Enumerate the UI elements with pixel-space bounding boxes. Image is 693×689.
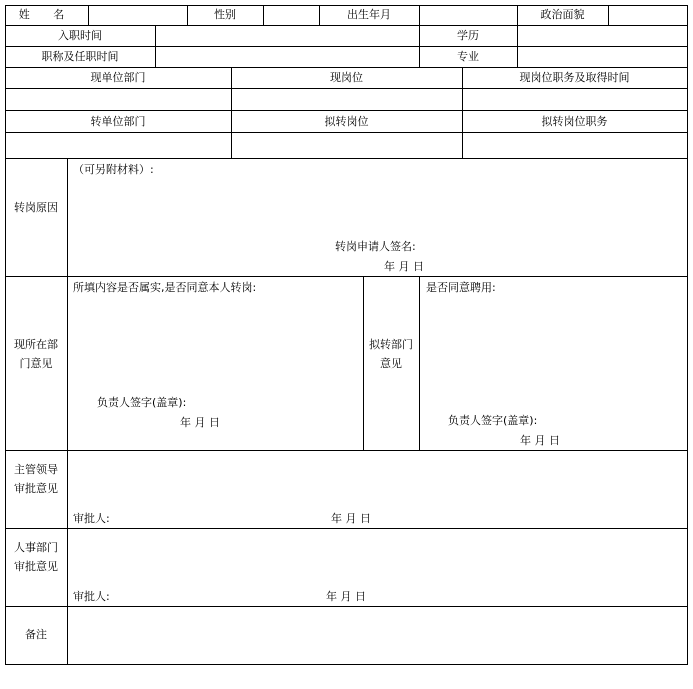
name-field[interactable] [89,6,187,25]
join-time-field[interactable] [156,26,419,46]
dept-opinion-label: 现所在部门意见 [14,338,58,370]
target-duty-field[interactable] [463,133,687,158]
title-label: 职称及任职时间 [41,50,119,63]
leader-approval-date: 年 月 日 [331,512,371,525]
politics-field[interactable] [609,6,687,25]
reason-label: 转岗原因 [14,201,58,214]
target-post-field[interactable] [232,133,462,158]
join-time-label: 入职时间 [58,29,102,42]
leader-approval-label: 主管领导审批意见 [14,463,58,495]
education-label: 学历 [457,29,479,42]
current-post-label: 现岗位 [330,71,363,84]
leader-approval-field[interactable] [68,451,687,528]
birth-label: 出生年月 [347,8,391,21]
title-field[interactable] [156,47,419,67]
gender-field[interactable] [264,6,319,25]
target-dept-date: 年 月 日 [520,434,560,447]
target-dept-sign: 负责人签字(盖章): [448,414,538,427]
target-dept-opinion-label: 拟转部门意见 [369,338,413,370]
reason-note: （可另附材料）: [73,163,154,176]
remark-label: 备注 [25,628,47,641]
education-field[interactable] [518,26,687,46]
current-dept-field[interactable] [6,89,231,110]
transfer-dept-label: 转单位部门 [90,115,146,128]
hr-approval-field[interactable] [68,529,687,606]
dept-opinion-sign: 负责人签字(盖章): [97,396,187,409]
major-label: 专业 [457,50,479,63]
hr-approval-date: 年 月 日 [326,590,366,603]
dept-opinion-date: 年 月 日 [180,416,220,429]
transfer-dept-field[interactable] [6,133,231,158]
hr-approver-label: 审批人: [73,590,110,603]
reason-sign-label: 转岗申请人签名: [335,240,416,253]
hr-approval-label: 人事部门审批意见 [14,541,58,573]
major-field[interactable] [518,47,687,67]
politics-label: 政治面貌 [540,8,585,21]
dept-opinion-question: 所填内容是否属实,是否同意本人转岗: [73,281,257,294]
birth-field[interactable] [420,6,517,25]
gender-label: 性别 [214,8,236,21]
remark-field[interactable] [68,607,687,664]
current-post-field[interactable] [232,89,462,110]
leader-approver-label: 审批人: [73,512,110,525]
current-dept-label: 现单位部门 [90,71,146,84]
current-duty-field[interactable] [463,89,687,110]
reason-field[interactable] [68,159,687,276]
current-duty-label: 现岗位职务及取得时间 [519,71,630,84]
name-label: 姓 名 [18,8,75,21]
target-duty-label: 拟转岗位职务 [541,115,608,128]
target-post-label: 拟转岗位 [324,115,369,128]
target-dept-question: 是否同意聘用: [426,281,496,294]
reason-date: 年 月 日 [384,260,424,273]
